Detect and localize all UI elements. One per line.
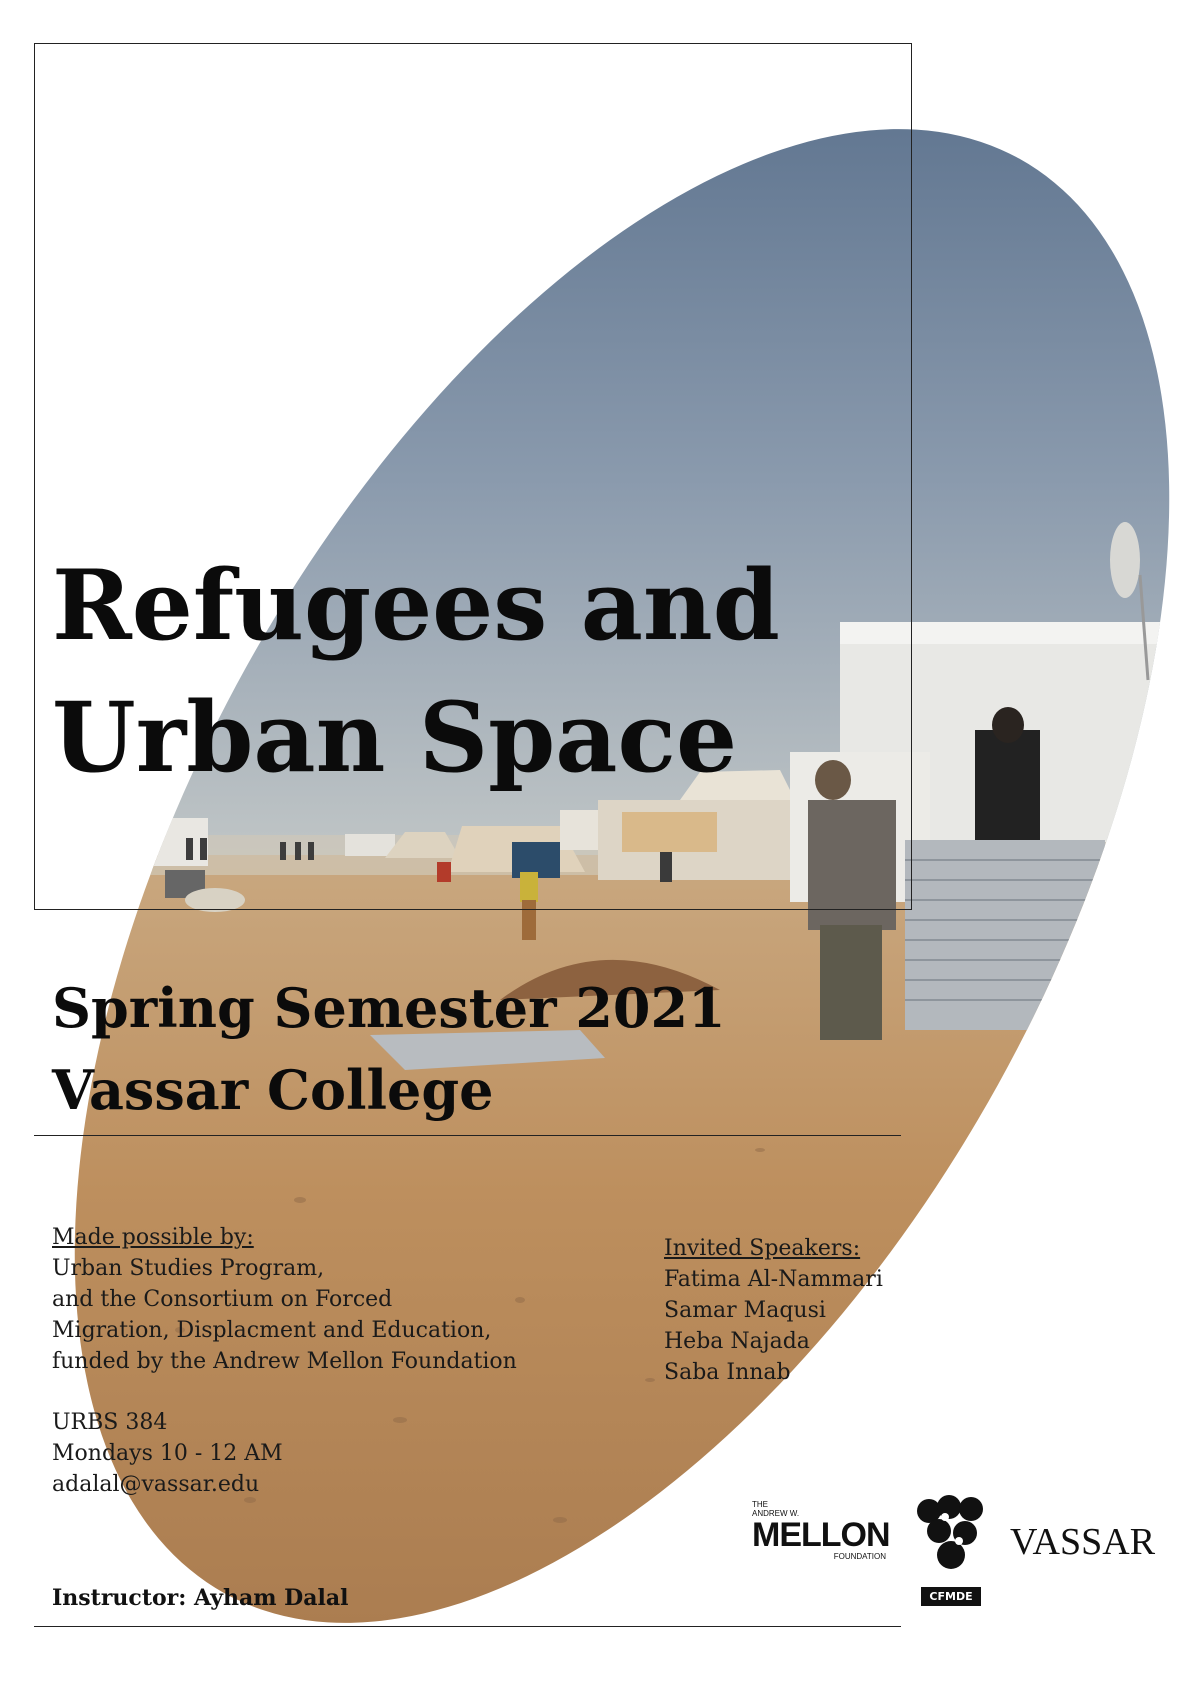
course-code: URBS 384 <box>52 1410 168 1435</box>
cfmde-mark-icon <box>915 1493 987 1583</box>
course-email-link[interactable]: adalal@vassar.edu <box>52 1472 260 1497</box>
mellon-andrew: ANDREW W. <box>752 1509 800 1518</box>
semester-heading: Spring Semester 2021 <box>52 976 726 1040</box>
speakers-heading: Invited Speakers: <box>664 1236 861 1261</box>
college-heading: Vassar College <box>52 1058 494 1122</box>
mellon-name: MELLON <box>752 1516 890 1554</box>
course-block <box>52 1407 283 1500</box>
sponsor-line: and the Consortium on Forced <box>52 1287 393 1312</box>
speakers-block <box>664 1233 883 1388</box>
course-time: Mondays 10 - 12 AM <box>52 1441 283 1466</box>
sponsor-line: Urban Studies Program, <box>52 1256 325 1281</box>
cfmde-label: CFMDE <box>921 1587 981 1606</box>
instructor-name: Instructor: Ayham Dalal <box>52 1585 349 1611</box>
divider-bottom <box>34 1626 901 1627</box>
page-title <box>52 540 780 804</box>
title-line-1: Refugees and <box>52 549 780 662</box>
mellon-foundation: FOUNDATION <box>833 1552 886 1561</box>
speaker-name: Saba Innab <box>664 1360 791 1385</box>
speaker-name: Samar Maqusi <box>664 1298 826 1323</box>
sponsor-line: Migration, Displacment and Education, <box>52 1318 492 1343</box>
title-line-2: Urban Space <box>52 681 738 794</box>
vassar-logo: VASSAR <box>1010 1521 1156 1563</box>
divider-top <box>34 1135 901 1136</box>
speaker-name: Fatima Al-Nammari <box>664 1267 883 1292</box>
mellon-the: THE <box>752 1500 768 1509</box>
sponsors-block <box>52 1222 517 1377</box>
sponsors-heading: Made possible by: <box>52 1225 254 1250</box>
mellon-foundation-logo <box>752 1500 892 1570</box>
speaker-name: Heba Najada <box>664 1329 810 1354</box>
cfmde-logo <box>915 1493 987 1613</box>
sponsor-line: funded by the Andrew Mellon Foundation <box>52 1349 517 1374</box>
